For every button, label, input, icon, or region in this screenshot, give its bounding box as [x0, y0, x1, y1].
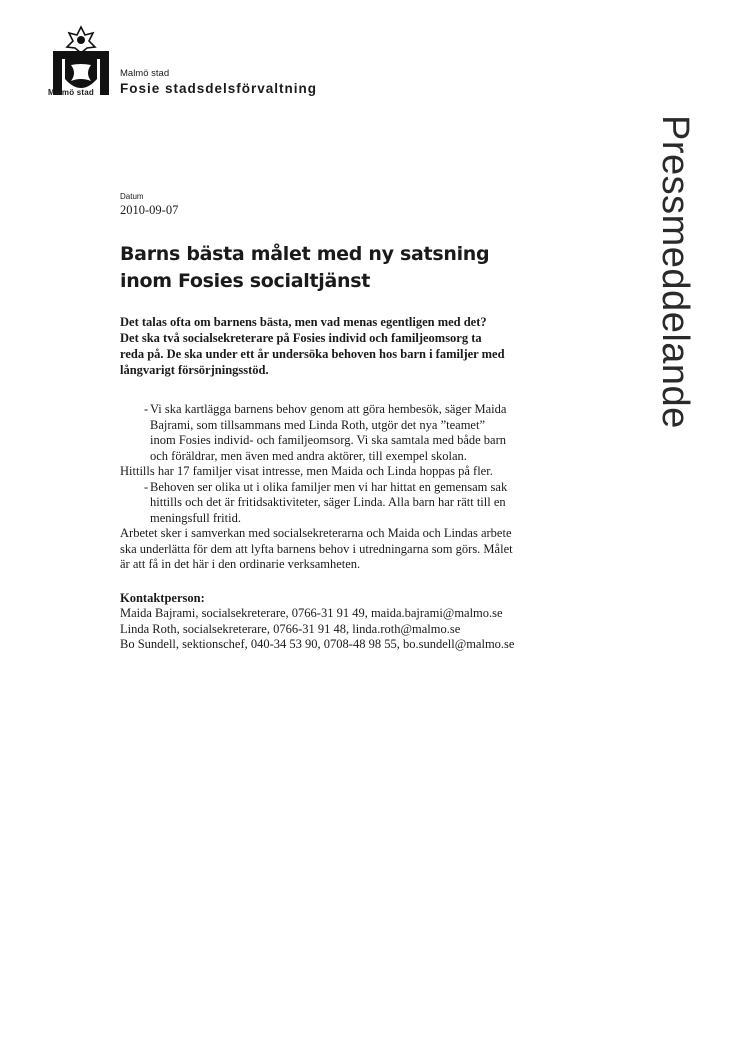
bullet-text — [150, 402, 580, 464]
headline-line-2: inom Fosies socialtjänst — [120, 270, 371, 292]
bullet-line: inom Fosies individ- och familjeomsorg. Vi ska samtala med både barn — [150, 433, 507, 447]
bullet-line: meningsfull fritid. — [150, 510, 241, 525]
article-body — [120, 402, 590, 653]
org-city: Malmö stad — [120, 68, 170, 79]
lead-line: Det talas ofta om barnens bästa, men vad menas egentligen med det? — [120, 315, 487, 329]
contact-person: Maida Bajrami, socialsekreterare, 0766-31 91 49, maida.bajrami@malmo.se — [120, 606, 503, 620]
contact-list — [120, 606, 590, 653]
bullet-dash: - — [144, 479, 149, 494]
headline-line-1: Barns bästa målet med ny satsning — [120, 243, 490, 265]
para-line: ska underlätta för dem att lyfta barnens behov i utredningarna som görs. Målet — [120, 541, 513, 556]
lead-line: reda på. De ska under ett år undersöka behoven hos barn i familjer med — [120, 347, 505, 361]
bullet-line: Vi ska kartlägga barnens behov genom att göra hembesök, säger Maida — [150, 402, 507, 416]
para-line: är att få in det här i den ordinarie verksamheten. — [120, 557, 361, 571]
lead-line: långvarigt försörjningsstöd. — [120, 363, 269, 377]
headline — [120, 241, 580, 295]
contact-heading: Kontaktperson: — [120, 590, 205, 605]
lead-line: Det ska två socialsekreterare på Fosies individ och familjeomsorg ta — [120, 331, 482, 345]
quote-bullet-1 — [120, 402, 590, 464]
lead-paragraph — [120, 314, 580, 378]
contact-person: Linda Roth, socialsekreterare, 0766-31 91 48, linda.roth@malmo.se — [120, 621, 461, 636]
bullet-text — [150, 480, 580, 527]
body-paragraph-1: Hittills har 17 familjer visat intresse, men Maida och Linda hoppas på fler. — [120, 464, 493, 478]
quote-bullet-2 — [120, 480, 590, 527]
bullet-line: och föräldrar, men även med andra aktörer, till exempel skolan. — [150, 448, 467, 463]
org-department: Fosie stadsdelsförvaltning — [120, 81, 318, 96]
bullet-line: Bajrami, som tillsammans med Linda Roth, utgör det nya ”teamet” — [150, 417, 485, 432]
bullet-line: Behoven ser olika ut i olika familjer men vi har hittat en gemensam sak — [150, 479, 508, 494]
para-line: Arbetet sker i samverkan med socialsekreterarna och Maida och Lindas arbete — [120, 526, 512, 540]
bullet-dash: - — [144, 402, 149, 416]
logo-caption: Malmö stad — [48, 88, 95, 97]
pressmeddelande-label: Pressmeddelande — [654, 115, 696, 429]
date-label: Datum — [120, 192, 144, 201]
body-paragraph-2 — [120, 526, 590, 573]
bullet-line: hittills och det är fritidsaktiviteter, säger Linda. Alla barn har rätt till en — [150, 495, 506, 509]
contact-person: Bo Sundell, sektionschef, 040-34 53 90, 0708-48 98 55, bo.sundell@malmo.se — [120, 637, 515, 651]
date-value: 2010-09-07 — [120, 203, 179, 217]
